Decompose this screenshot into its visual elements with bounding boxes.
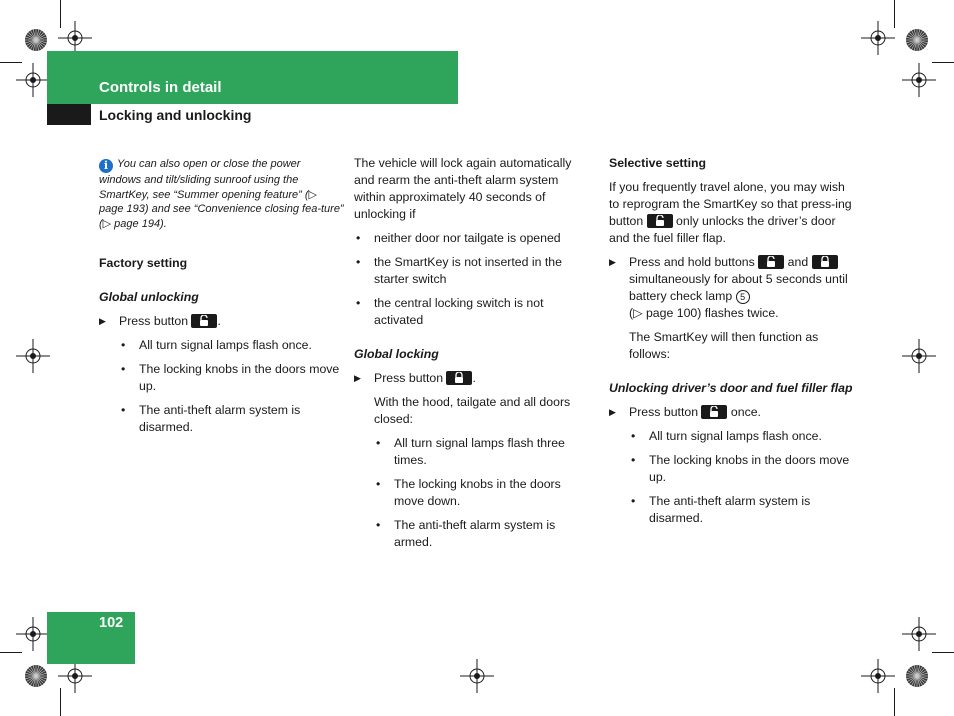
registration-mark-icon	[861, 659, 895, 693]
registration-mark-icon	[58, 659, 92, 693]
arrow-right-icon: ▶	[609, 257, 616, 267]
list-item: • The locking knobs in the doors move up.	[631, 453, 850, 484]
list-item: • neither door nor tailgate is opened	[356, 231, 561, 245]
then-function-text: The SmartKey will then function as follows:	[629, 330, 819, 361]
crop-mark	[0, 62, 22, 63]
step-press-hold: ▶ Press and hold buttons and simultaneously for about 5 seconds until battery check lamp 5 (▷ page 100) flashes twice.	[609, 255, 848, 320]
crop-mark	[932, 652, 954, 653]
hood-closed-text: With the hood, tailgate and all doors closed:	[374, 395, 571, 426]
list-item: • The anti-theft alarm system is disarmed.	[121, 403, 301, 435]
selective-text: If you frequently travel alone, you may wish to reprogram the SmartKey so that press-ing button only unlocks the driver’s door and the fuel filler flap.	[609, 180, 852, 245]
unlock-key-icon	[647, 214, 673, 228]
info-icon: i	[99, 159, 113, 173]
crop-mark	[60, 688, 61, 716]
star-target-icon	[905, 28, 929, 52]
crop-mark	[0, 652, 22, 653]
info-note	[99, 157, 344, 231]
list-item: • All turn signal lamps flash once.	[631, 429, 822, 443]
registration-mark-icon	[902, 63, 936, 97]
star-target-icon	[905, 664, 929, 688]
step-press-once: ▶ Press button once.	[609, 405, 761, 419]
header-band	[47, 51, 458, 104]
crop-mark	[894, 0, 895, 28]
selective-setting-heading: Selective setting	[609, 156, 707, 170]
arrow-right-icon: ▶	[354, 373, 361, 383]
global-locking-heading: Global locking	[354, 347, 439, 361]
lock-key-icon	[446, 371, 472, 385]
registration-mark-icon	[16, 617, 50, 651]
column-2	[354, 155, 586, 551]
crop-mark	[60, 0, 61, 28]
battery-lamp-number: 5	[736, 290, 750, 304]
list-item: • The anti-theft alarm system is armed.	[376, 518, 556, 549]
registration-mark-icon	[902, 339, 936, 373]
registration-mark-icon	[16, 63, 50, 97]
unlock-key-icon	[701, 405, 727, 419]
column-1	[99, 157, 344, 436]
unlocking-driver-door-heading: Unlocking driver’s door and fuel filler flap	[609, 381, 853, 395]
list-item: • The locking knobs in the doors move down.	[376, 477, 561, 508]
star-target-icon	[24, 664, 48, 688]
crop-mark	[894, 688, 895, 716]
star-target-icon	[24, 28, 48, 52]
factory-setting-heading: Factory setting	[99, 256, 188, 271]
info-note-text: You can also open or close the power windows and tilt/sliding sunroof using the SmartKey, see “Summer opening feature” (▷ page 193) and see “Convenience closing fea-ture” (▷ page 194).	[99, 158, 344, 230]
relock-intro: The vehicle will lock again automatically and rearm the anti-theft alarm system within approximately 40 seconds of unlocking if	[354, 156, 572, 221]
global-unlocking-heading: Global unlocking	[99, 290, 199, 305]
list-item: • All turn signal lamps flash three times.	[376, 436, 565, 467]
press-button-text: Press button	[119, 314, 189, 329]
unlock-key-icon	[191, 314, 217, 328]
registration-mark-icon	[861, 21, 895, 55]
registration-mark-icon	[902, 617, 936, 651]
list-item: • The locking knobs in the doors move up.	[121, 362, 340, 394]
press-button-text: Press button	[374, 371, 444, 385]
step-press-lock: ▶ Press button .	[354, 371, 476, 385]
chapter-title: Controls in detail	[99, 79, 222, 96]
step-press-unlock: ▶ Press button .	[99, 314, 221, 329]
section-tab	[47, 104, 91, 125]
column-3	[609, 155, 855, 527]
list-item: • the SmartKey is not inserted in the starter switch	[356, 255, 562, 286]
list-item: • All turn signal lamps flash once.	[121, 338, 312, 353]
registration-mark-icon	[58, 21, 92, 55]
crop-mark	[932, 62, 954, 63]
section-title: Locking and unlocking	[99, 107, 252, 123]
lock-key-icon	[812, 255, 838, 269]
registration-mark-icon	[16, 339, 50, 373]
list-item: • the central locking switch is not activated	[356, 296, 544, 327]
page-number: 102	[99, 615, 124, 631]
unlock-key-icon	[758, 255, 784, 269]
registration-mark-icon	[460, 659, 494, 693]
list-item: • The anti-theft alarm system is disarmed.	[631, 494, 811, 525]
arrow-right-icon: ▶	[99, 316, 106, 327]
arrow-right-icon: ▶	[609, 407, 616, 417]
